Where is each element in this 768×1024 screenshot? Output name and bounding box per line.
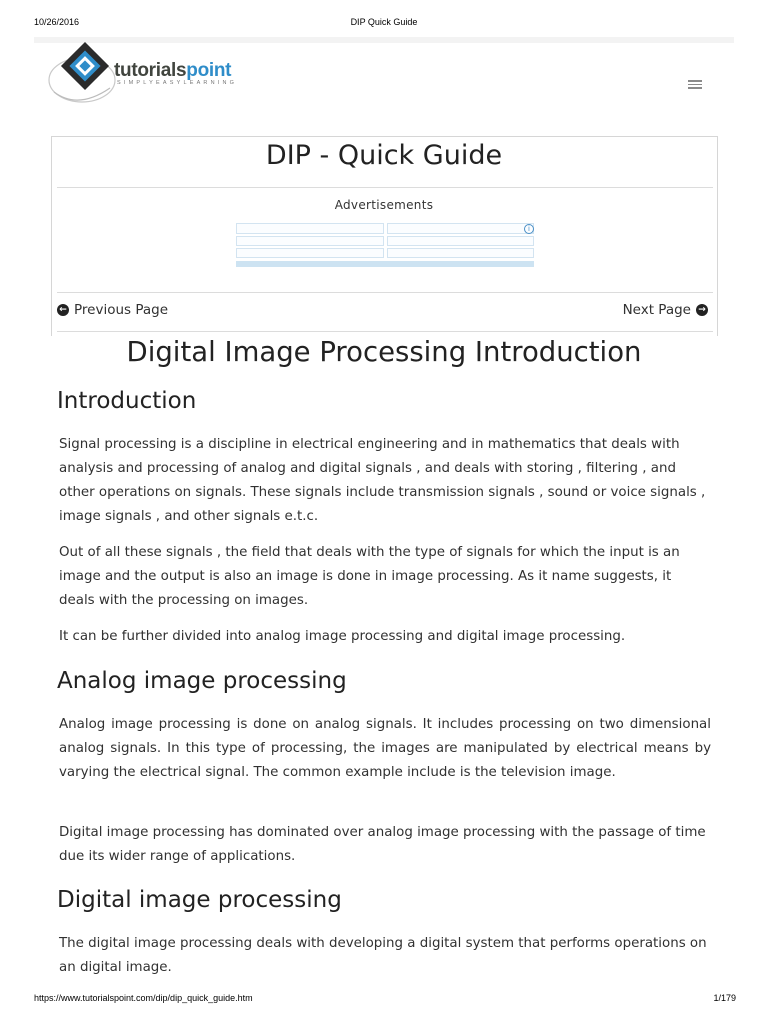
hamburger-menu-icon[interactable] <box>688 80 702 90</box>
ad-bar <box>236 261 534 267</box>
paragraph: Analog image processing is done on analog signals. It includes processing on two dimensional analog signals. In this type of processing, the images are manipulated by electrical means by varying the electrical signal. The common example include is the television image. <box>59 717 711 780</box>
ads-label: Advertisements <box>334 198 434 212</box>
print-url: https://www.tutorialspoint.com/dip/dip_quick_guide.htm <box>34 993 253 1003</box>
next-page-link[interactable] <box>623 302 708 318</box>
section-heading: Introduction <box>57 388 197 414</box>
next-page-label: Next Page <box>622 302 691 318</box>
paragraph: The digital image processing deals with developing a digital system that performs operations on an digital image. <box>59 936 707 975</box>
paragraph: It can be further divided into analog image processing and digital image processing. <box>59 629 626 644</box>
divider <box>57 331 713 332</box>
ad-slot[interactable] <box>387 248 534 258</box>
paragraph: Out of all these signals , the field that deals with the type of signals for which the input is an image and the output is also an image is done in image processing. As it name suggests, it deals with the processing on images. <box>59 545 680 608</box>
print-date: 10/26/2016 <box>34 17 80 27</box>
paragraph: Signal processing is a discipline in electrical engineering and in mathematics that deals with analysis and processing of analog and digital signals , and deals with storing , filtering , and other operations on signals. These signals include transmission signals , sound or voice signals , image signals , and other signals e.t.c. <box>59 437 706 524</box>
arrow-left-circle-icon: ← <box>57 304 69 316</box>
ad-slot[interactable] <box>236 236 384 246</box>
section-heading: Digital image processing <box>57 887 342 913</box>
arrow-right-circle-icon: → <box>696 304 708 316</box>
ad-info-icon[interactable]: i <box>524 224 534 234</box>
logo-tagline: SIMPLYEASYLEARNING <box>117 80 238 86</box>
paragraph: Digital image processing has dominated over analog image processing with the passage of time due its wider range of applications. <box>59 825 706 864</box>
page-title: DIP - Quick Guide <box>265 140 503 171</box>
logo-wordmark[interactable]: tutorialspoint <box>114 60 232 81</box>
previous-page-link[interactable] <box>57 302 168 318</box>
section-heading: Analog image processing <box>57 668 347 694</box>
print-header <box>0 17 768 31</box>
ad-slot[interactable] <box>236 248 384 258</box>
divider <box>57 292 713 293</box>
previous-page-label: Previous Page <box>74 302 169 318</box>
print-title: DIP Quick Guide <box>350 17 418 27</box>
ad-slot[interactable] <box>387 236 534 246</box>
article-heading: Digital Image Processing Introduction <box>126 336 642 368</box>
ad-slot[interactable] <box>236 223 384 234</box>
print-page-number: 1/179 <box>713 993 736 1003</box>
divider <box>57 187 713 188</box>
ad-slot[interactable] <box>387 223 534 234</box>
